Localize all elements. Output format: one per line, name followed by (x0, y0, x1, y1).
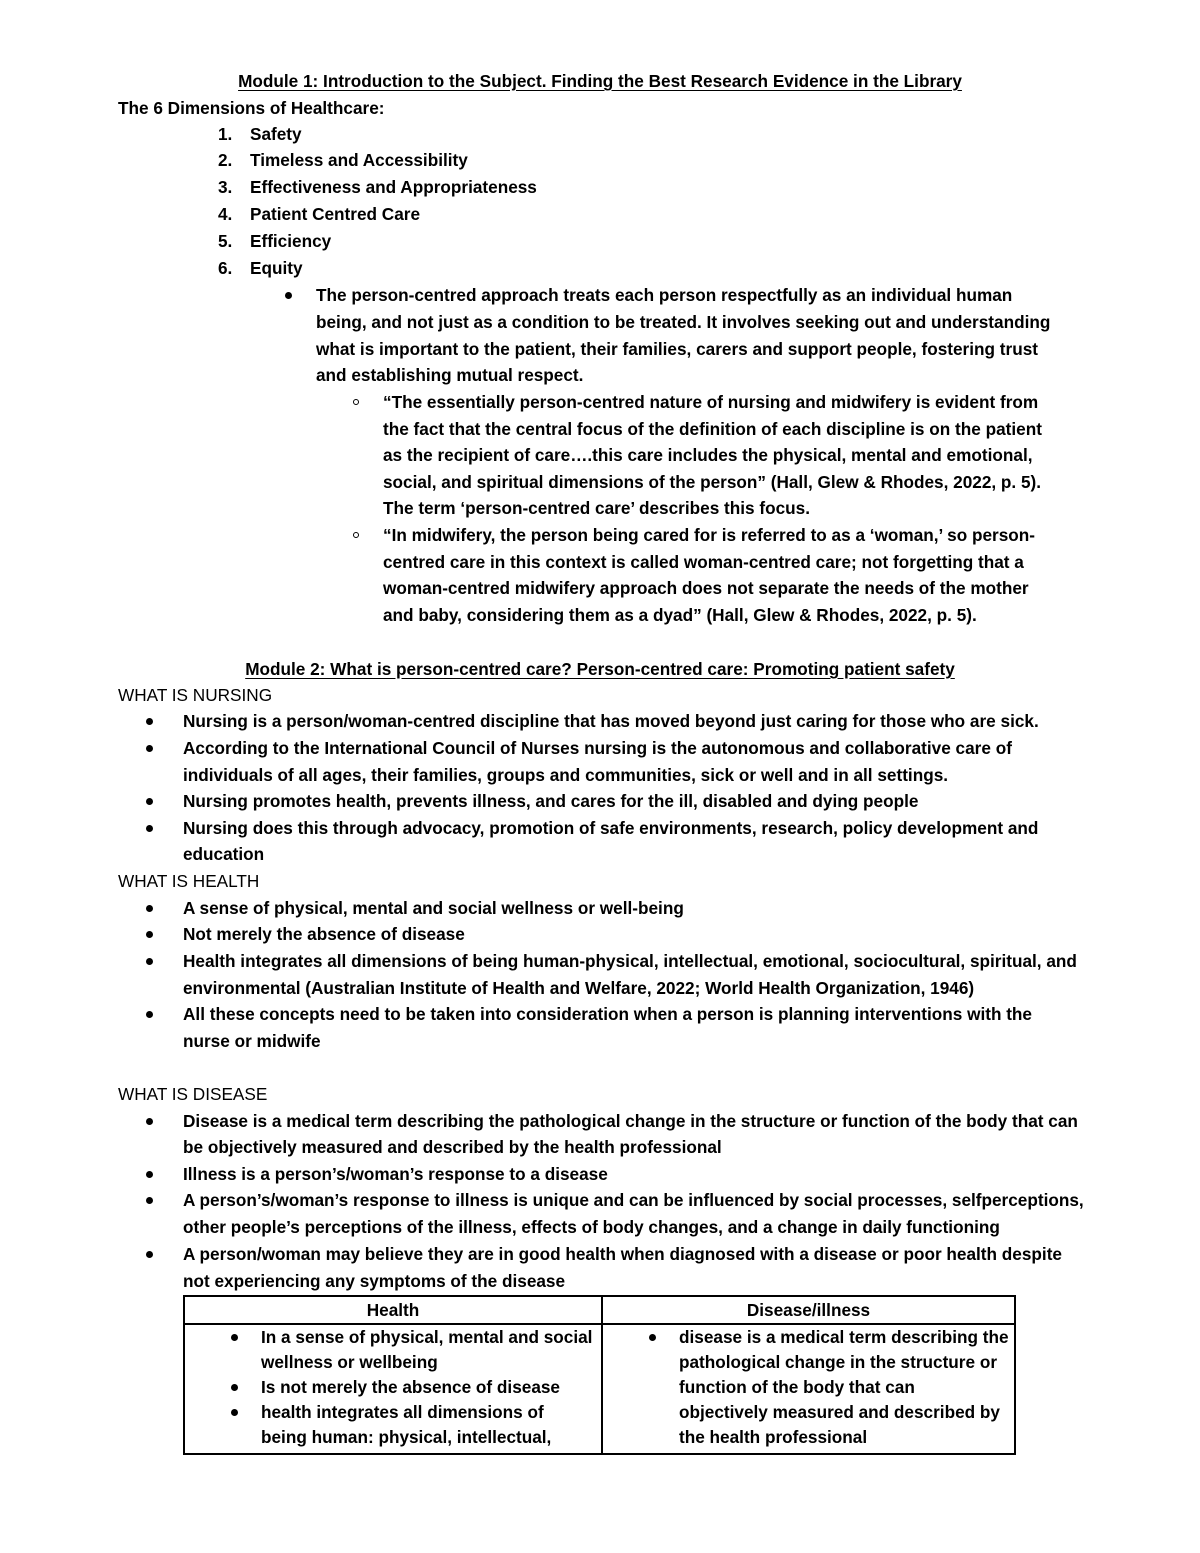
bullet-icon (146, 825, 153, 832)
list-number: 2. (218, 150, 233, 170)
list-item: Patient Centred Care (250, 204, 421, 224)
quote-line: as the recipient of care….this care includes the physical, mental and emotional, (383, 445, 1033, 465)
bullet-icon (146, 1197, 153, 1204)
list-number: 6. (218, 258, 233, 278)
cell-line: pathological change in the structure or (679, 1352, 998, 1372)
table-header-disease: Disease/illness (602, 1296, 1015, 1324)
table-cell-health (184, 1324, 602, 1454)
list-number: 1. (218, 124, 233, 144)
list-number: 5. (218, 231, 233, 251)
list-item: education (183, 844, 265, 864)
bullet-icon (146, 1251, 153, 1258)
quote-line: “In midwifery, the person being cared for is referred to as a ‘woman,’ so person- (383, 525, 1036, 545)
list-item: Nursing promotes health, prevents illness, and cares for the ill, disabled and dying people (183, 791, 919, 811)
bullet-icon (231, 1409, 238, 1416)
list-item: Equity (250, 258, 303, 278)
cell-line: In a sense of physical, mental and social (261, 1327, 593, 1347)
table-cell-disease (602, 1324, 1015, 1454)
bullet-icon (146, 798, 153, 805)
circle-bullet-icon (353, 532, 359, 538)
list-item: be objectively measured and described by the health professional (183, 1137, 722, 1157)
bullet-icon (146, 718, 153, 725)
bullet-icon (146, 905, 153, 912)
quote-line: and baby, considering them as a dyad” (Hall, Glew & Rhodes, 2022, p. 5). (383, 605, 977, 625)
list-item: not experiencing any symptoms of the disease (183, 1271, 566, 1291)
list-item: Illness is a person’s/woman’s response to a disease (183, 1164, 608, 1184)
list-item: Effectiveness and Appropriateness (250, 177, 537, 197)
list-number: 3. (218, 177, 233, 197)
quote-line: the fact that the central focus of the definition of each discipline is on the patient (383, 419, 1042, 439)
table-header-health: Health (184, 1296, 602, 1324)
list-number: 4. (218, 204, 233, 224)
list-item: A person/woman may believe they are in good health when diagnosed with a disease or poor health despite (183, 1244, 1062, 1264)
bullet-icon (285, 292, 292, 299)
paragraph-line: and establishing mutual respect. (316, 365, 584, 385)
quote-line: The term ‘person-centred care’ describes this focus. (383, 498, 810, 518)
bullet-icon (146, 1118, 153, 1125)
bullet-icon (146, 931, 153, 938)
cell-line: health integrates all dimensions of (261, 1402, 544, 1422)
paragraph-line: The person-centred approach treats each person respectfully as an individual human (316, 285, 1013, 305)
paragraph-line: being, and not just as a condition to be treated. It involves seeking out and understanding (316, 312, 1051, 332)
dimensions-heading: The 6 Dimensions of Healthcare: (118, 98, 385, 118)
list-item: Disease is a medical term describing the pathological change in the structure or function of the body that can (183, 1111, 1078, 1131)
cell-line: wellness or wellbeing (261, 1352, 438, 1372)
paragraph-line: what is important to the patient, their families, carers and support people, fostering trust (316, 339, 1038, 359)
cell-line: the health professional (679, 1427, 868, 1447)
list-item: Efficiency (250, 231, 332, 251)
bullet-icon (146, 958, 153, 965)
quote-line: centred care in this context is called woman-centred care; not forgetting that a (383, 552, 1024, 572)
quote-line: “The essentially person-centred nature of nursing and midwifery is evident from (383, 392, 1039, 412)
bullet-icon (231, 1384, 238, 1391)
circle-bullet-icon (353, 399, 359, 405)
disease-heading: WHAT IS DISEASE (118, 1084, 268, 1104)
cell-line: objectively measured and described by (679, 1402, 1000, 1422)
list-item: According to the International Council of Nurses nursing is the autonomous and collaborative care of (183, 738, 1012, 758)
list-item: Safety (250, 124, 302, 144)
quote-line: social, and spiritual dimensions of the person” (Hall, Glew & Rhodes, 2022, p. 5). (383, 472, 1042, 492)
list-item: Nursing does this through advocacy, promotion of safe environments, research, policy development and (183, 818, 1039, 838)
module-1-title: Module 1: Introduction to the Subject. Finding the Best Research Evidence in the Library (238, 71, 962, 91)
list-item: A person’s/woman’s response to illness is unique and can be influenced by social processes, selfperceptions, (183, 1190, 1084, 1210)
list-item: Nursing is a person/woman-centred discipline that has moved beyond just caring for those who are sick. (183, 711, 1039, 731)
bullet-icon (231, 1334, 238, 1341)
cell-line: being human: physical, intellectual, (261, 1427, 552, 1447)
list-item: A sense of physical, mental and social wellness or well-being (183, 898, 684, 918)
quote-line: woman-centred midwifery approach does not separate the needs of the mother (383, 578, 1029, 598)
health-vs-disease-table (183, 1295, 1016, 1455)
list-item: Not merely the absence of disease (183, 924, 465, 944)
list-item: individuals of all ages, their families, groups and communities, sick or well and in all settings. (183, 765, 949, 785)
bullet-icon (146, 1011, 153, 1018)
bullet-icon (146, 1171, 153, 1178)
list-item: Health integrates all dimensions of being human-physical, intellectual, emotional, sociocultural, spiritual, and (183, 951, 1077, 971)
bullet-icon (649, 1334, 656, 1341)
cell-line: disease is a medical term describing the (679, 1327, 1009, 1347)
module-2-title: Module 2: What is person-centred care? Person-centred care: Promoting patient safety (245, 659, 955, 679)
health-heading: WHAT IS HEALTH (118, 871, 260, 891)
bullet-icon (146, 745, 153, 752)
list-item: nurse or midwife (183, 1031, 321, 1051)
cell-line: function of the body that can (679, 1377, 915, 1397)
list-item: Timeless and Accessibility (250, 150, 468, 170)
nursing-heading: WHAT IS NURSING (118, 685, 273, 705)
list-item: environmental (Australian Institute of Health and Welfare, 2022; World Health Organization, 1946) (183, 978, 975, 998)
list-item: other people’s perceptions of the illness, effects of body changes, and a change in daily functioning (183, 1217, 1000, 1237)
list-item: All these concepts need to be taken into consideration when a person is planning interventions with the (183, 1004, 1032, 1024)
cell-line: Is not merely the absence of disease (261, 1377, 560, 1397)
